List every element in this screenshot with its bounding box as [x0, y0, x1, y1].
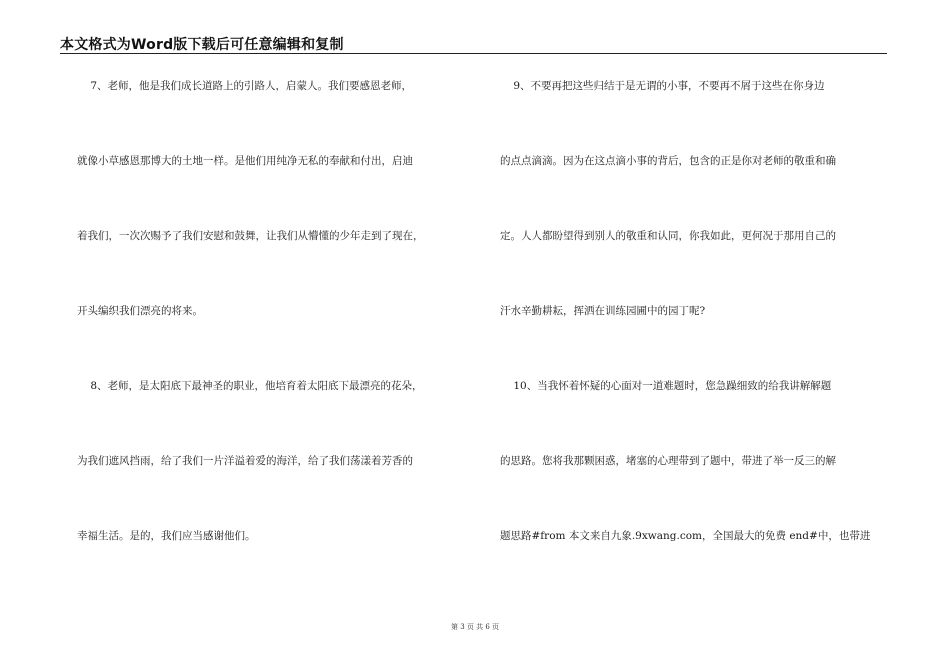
text-line: 定。人人都盼望得到别人的敬重和认同，你我如此，更何况于那用自己的 — [500, 230, 836, 242]
text-line: 为我们遮风挡雨，给了我们一片洋溢着爱的海洋，给了我们荡漾着芳香的 — [77, 455, 413, 467]
text-line: 7、老师，他是我们成长道路上的引路人，启蒙人。我们要感恩老师， — [77, 80, 413, 92]
page-number: 第 3 页 共 6 页 — [450, 623, 500, 631]
text-line: 开头编织我们漂亮的将来。 — [77, 305, 203, 317]
text-line: 题思路#from 本文来自九象.9xwang.com，全国最大的免费 end#中，也带进 — [500, 530, 871, 542]
text-line: 9、不要再把这些归结于是无谓的小事，不要再不屑于这些在你身边 — [500, 80, 825, 92]
text-line: 着我们，一次次赐予了我们安慰和鼓舞，让我们从懵懂的少年走到了现在， — [77, 230, 424, 242]
text-line: 的思路。您将我那颗困惑，堵塞的心理带到了题中，带进了举一反三的解 — [500, 455, 836, 467]
text-line: 幸福生活。是的，我们应当感谢他们。 — [77, 530, 256, 542]
text-line: 8、老师，是太阳底下最神圣的职业，他培育着太阳底下最漂亮的花朵， — [77, 380, 423, 392]
document-header-title: 本文格式为Word版下载后可任意编辑和复制 — [60, 37, 344, 53]
text-line: 就像小草感恩那博大的土地一样。是他们用纯净无私的奉献和付出，启迪 — [77, 155, 413, 167]
header-divider — [60, 53, 887, 54]
text-line: 10、当我怀着怀疑的心面对一道难题时，您急躁细致的给我讲解解题 — [500, 380, 832, 392]
text-line: 汗水辛勤耕耘，挥洒在训练园圃中的园丁呢? — [500, 305, 706, 317]
text-line: 的点点滴滴。因为在这点滴小事的背后，包含的正是你对老师的敬重和确 — [500, 155, 836, 167]
